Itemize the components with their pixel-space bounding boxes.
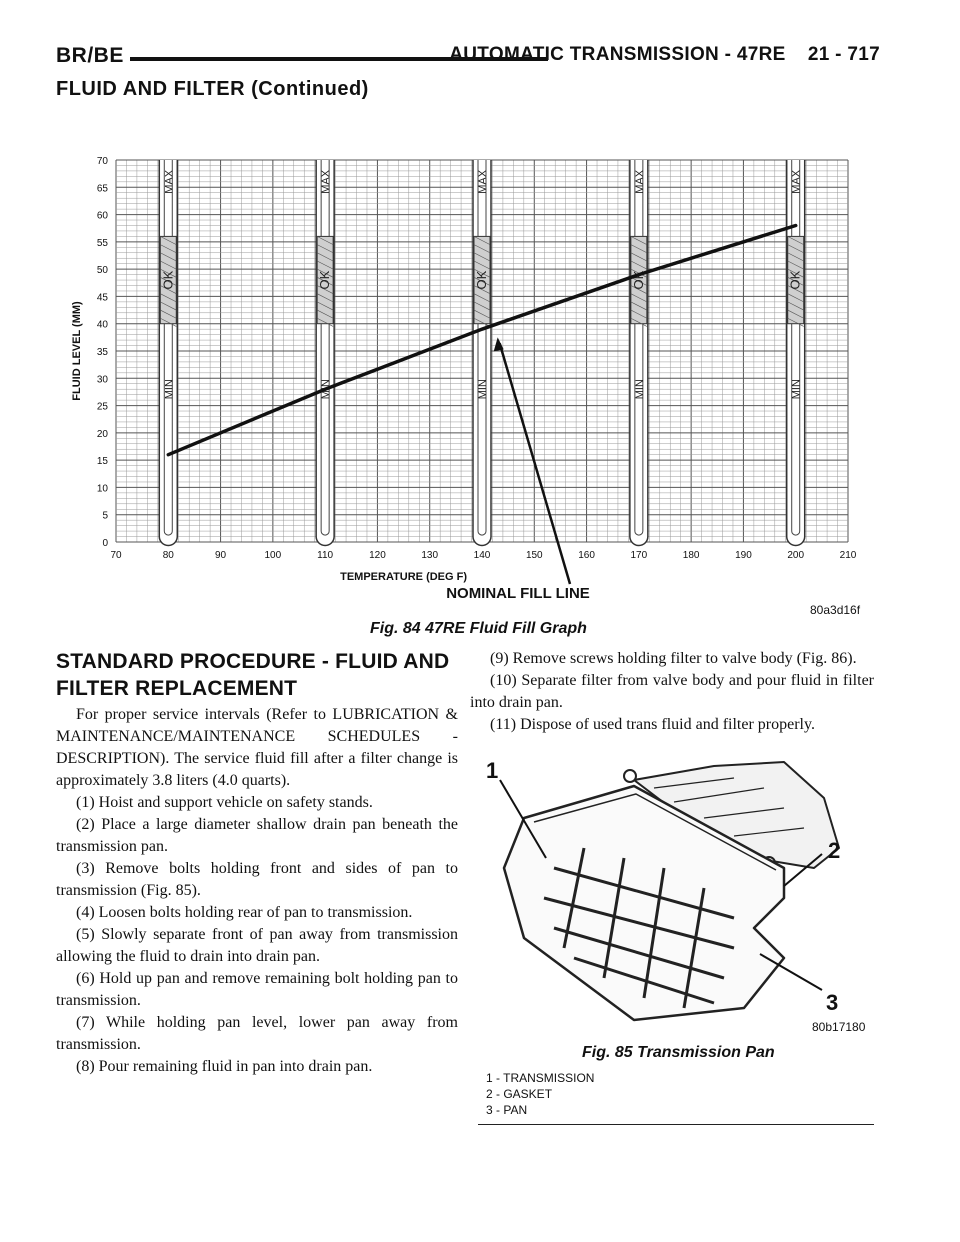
procedure-step: (2) Place a large diameter shallow drain pan beneath the transmission pan. bbox=[56, 816, 458, 855]
dipstick-blade bbox=[630, 160, 648, 546]
procedure-right-column bbox=[470, 648, 874, 736]
procedure-step: (1) Hoist and support vehicle on safety stands. bbox=[76, 794, 373, 811]
x-tick-label: 210 bbox=[839, 550, 857, 561]
figure-84-caption: Fig. 84 47RE Fluid Fill Graph bbox=[370, 620, 587, 637]
figure-85-legend bbox=[486, 1070, 874, 1118]
y-tick-label: 10 bbox=[96, 483, 108, 495]
page-header bbox=[56, 44, 880, 74]
dipstick-min-label: MIN bbox=[320, 379, 333, 400]
y-tick-label: 20 bbox=[96, 428, 108, 440]
procedure-step: (11) Dispose of used trans fluid and filter properly. bbox=[490, 716, 815, 733]
x-tick-label: 110 bbox=[317, 550, 334, 561]
y-tick-label: 0 bbox=[102, 538, 108, 549]
procedure-step: (3) Remove bolts holding front and sides of pan to transmission (Fig. 85). bbox=[56, 860, 458, 899]
dipstick-max-label: MAX bbox=[320, 169, 333, 194]
dipstick-min-label: MIN bbox=[477, 379, 489, 400]
legend-item: 2 - GASKET bbox=[486, 1087, 553, 1101]
dipstick-blade bbox=[473, 160, 491, 546]
x-tick-label: 180 bbox=[682, 550, 700, 561]
x-tick-label: 120 bbox=[369, 550, 386, 561]
header-model: BR/BE bbox=[56, 44, 124, 67]
bolt bbox=[624, 770, 636, 782]
dipstick-ok-label: OK bbox=[787, 270, 803, 290]
procedure-step: (8) Pour remaining fluid in pan into drain pan. bbox=[76, 1058, 373, 1075]
procedure-left-column bbox=[56, 704, 458, 1078]
callout-arrowhead bbox=[494, 337, 504, 351]
dipstick-blade bbox=[316, 160, 334, 546]
x-tick-label: 200 bbox=[787, 550, 805, 561]
procedure-intro: For proper service intervals (Refer to LUBRICATION & MAINTENANCE/MAINTENANCE SCHEDULES - DESCRIPTION). The service fluid fill after a filter change is approximately 3.8 liters (4.0 quarts). bbox=[56, 706, 458, 789]
dipstick-max-label: MAX bbox=[633, 169, 646, 194]
x-tick-label: 100 bbox=[264, 550, 282, 561]
callout-1: 1 bbox=[486, 758, 499, 783]
x-tick-label: 160 bbox=[578, 550, 595, 561]
procedure-step: (4) Loosen bolts holding rear of pan to transmission. bbox=[76, 904, 413, 921]
procedure-step: (9) Remove screws holding filter to valve body (Fig. 86). bbox=[490, 650, 857, 667]
y-tick-label: 5 bbox=[102, 510, 108, 522]
procedure-title: STANDARD PROCEDURE - FLUID AND FILTER REPLACEMENT bbox=[56, 650, 450, 700]
dipstick-min-label: MIN bbox=[790, 379, 803, 400]
x-tick-label: 90 bbox=[215, 550, 227, 561]
y-tick-label: 45 bbox=[96, 292, 108, 304]
legend-item: 3 - PAN bbox=[486, 1103, 528, 1117]
callout-2: 2 bbox=[828, 838, 841, 863]
callout-leader bbox=[500, 343, 570, 584]
dipstick-max-label: MAX bbox=[477, 169, 489, 194]
x-tick-label: 190 bbox=[735, 550, 752, 561]
x-tick-label: 140 bbox=[473, 550, 491, 561]
section-continued-title: FLUID AND FILTER (Continued) bbox=[56, 78, 369, 100]
y-tick-label: 50 bbox=[96, 265, 108, 277]
dipstick bbox=[159, 160, 177, 546]
procedure-step: (6) Hold up pan and remove remaining bolt holding pan to transmission. bbox=[56, 970, 458, 1009]
y-axis-label: FLUID LEVEL (MM) bbox=[71, 301, 83, 401]
callout-3: 3 bbox=[826, 990, 839, 1015]
dipstick bbox=[316, 160, 334, 546]
dipstick-ok-label: OK bbox=[630, 270, 646, 290]
dipstick bbox=[787, 160, 805, 546]
dipstick bbox=[473, 160, 491, 546]
procedure-step: (10) Separate filter from valve body and pour fluid in filter into drain pan. bbox=[470, 672, 874, 711]
y-tick-label: 70 bbox=[96, 156, 108, 167]
figure-85-code: 80b17180 bbox=[812, 1020, 866, 1034]
transmission-pan-illustration bbox=[484, 758, 874, 1030]
dipstick-ok-label: OK bbox=[160, 270, 176, 290]
x-tick-label: 150 bbox=[525, 550, 543, 561]
nominal-fill-line-label: NOMINAL FILL LINE bbox=[446, 585, 590, 600]
x-tick-label: 80 bbox=[162, 550, 174, 561]
fluid-fill-graph bbox=[62, 150, 872, 600]
dipstick-max-label: MAX bbox=[790, 169, 803, 194]
legend-rule bbox=[478, 1124, 874, 1125]
x-tick-label: 170 bbox=[630, 550, 648, 561]
y-tick-label: 65 bbox=[96, 183, 108, 195]
figure-84-code: 80a3d16f bbox=[810, 603, 861, 617]
dipstick-ok-label: OK bbox=[317, 270, 333, 290]
x-tick-label: 130 bbox=[421, 550, 439, 561]
procedure-step: (7) While holding pan level, lower pan away from transmission. bbox=[56, 1014, 458, 1053]
dipstick-blade bbox=[159, 160, 177, 546]
y-tick-label: 30 bbox=[96, 374, 108, 386]
x-axis-label: TEMPERATURE (DEG F) bbox=[340, 571, 468, 583]
y-tick-label: 40 bbox=[96, 319, 108, 331]
dipstick-min-label: MIN bbox=[163, 379, 176, 400]
dipstick-blade bbox=[787, 160, 805, 546]
header-section-page: AUTOMATIC TRANSMISSION - 47RE 21 - 717 bbox=[449, 44, 880, 65]
x-tick-label: 70 bbox=[110, 550, 122, 561]
y-tick-label: 55 bbox=[96, 237, 108, 249]
dipstick bbox=[630, 160, 648, 546]
y-tick-label: 25 bbox=[96, 401, 108, 413]
figure-85-caption: Fig. 85 Transmission Pan bbox=[582, 1044, 775, 1061]
procedure-step: (5) Slowly separate front of pan away from transmission allowing the fluid to drain into drain pan. bbox=[56, 926, 458, 965]
y-tick-label: 35 bbox=[96, 347, 108, 358]
dipstick-ok-label: OK bbox=[474, 270, 489, 290]
dipstick-min-label: MIN bbox=[633, 379, 646, 400]
y-tick-label: 15 bbox=[96, 456, 108, 468]
y-tick-label: 60 bbox=[96, 210, 108, 222]
dipstick-max-label: MAX bbox=[163, 169, 176, 194]
legend-item: 1 - TRANSMISSION bbox=[486, 1071, 595, 1085]
